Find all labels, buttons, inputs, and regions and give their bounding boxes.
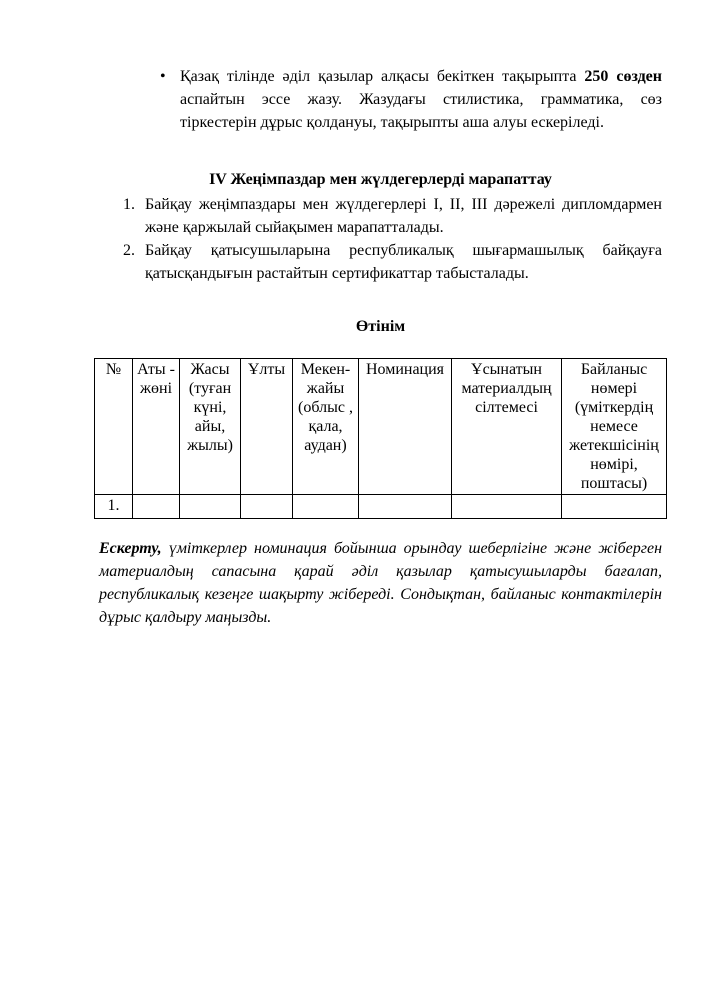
header-cell-address: Мекен-жайы (облыс , қала, аудан) — [293, 359, 359, 495]
table-header-row — [95, 359, 667, 495]
header-cell-nomination: Номинация — [359, 359, 452, 495]
header-cell-name: Аты - жөні — [133, 359, 180, 495]
note-text: үміткерлер номинация бойынша орындау шеберлігіне және жіберген материалдың сапасына қарай әділ қазылар қатысушыларды бағалап, республикалық кезеңге шақырту жібереді. Сондықтан, байланыс контактілерін дұрыс қалдыру маңызды. — [99, 540, 662, 626]
application-table — [94, 358, 667, 519]
data-cell-contact — [562, 495, 667, 519]
data-cell-address — [293, 495, 359, 519]
data-cell-nationality — [241, 495, 293, 519]
header-cell-age: Жасы (туған күні, айы, жылы) — [180, 359, 241, 495]
form-heading: Өтінім — [355, 318, 406, 335]
header-cell-material-link: Ұсынатын материалдың сілтемесі — [452, 359, 562, 495]
data-cell-age — [180, 495, 241, 519]
document-content — [99, 65, 662, 629]
data-cell-nomination — [359, 495, 452, 519]
header-cell-nationality: Ұлты — [241, 359, 293, 495]
note-lead: Ескерту, — [99, 540, 162, 557]
section-heading: IV Жеңімпаздар мен жүлдегерлерді марапаттау — [209, 171, 552, 188]
numbered-list — [99, 193, 662, 285]
bullet-item-text — [180, 65, 662, 134]
bullet-text-before-bold: Қазақ тілінде әділ қазылар алқасы бекіткен тақырыпта — [180, 68, 585, 85]
header-cell-contact: Байланыс нөмері (үміткердің немесе жетекшісінің нөмірі, поштасы) — [562, 359, 667, 495]
list-item-number: 2. — [123, 242, 135, 259]
list-item-text: Байқау қатысушыларына республикалық шығармашылық байқауға қатысқандығын растайтын сертификаттар табысталады. — [145, 242, 662, 282]
bullet-text-after-bold: аспайтын эссе жазу. Жазудағы стилистика, грамматика, сөз тіркестерін дұрыс қолдануы, тақырыпты аша алуы ескеріледі. — [180, 91, 662, 131]
list-item-number: 1. — [123, 196, 135, 213]
list-item-text: Байқау жеңімпаздары мен жүлдегерлері I, II, III дәрежелі дипломдармен және қаржылай сыйақымен марапатталады. — [145, 196, 662, 236]
header-cell-number: № — [95, 359, 133, 495]
list-item — [123, 239, 662, 285]
data-cell-name — [133, 495, 180, 519]
note-paragraph — [99, 537, 662, 629]
bullet-text-bold: 250 сөзден — [584, 68, 662, 85]
table-row — [95, 495, 667, 519]
data-cell-material-link — [452, 495, 562, 519]
list-item — [123, 193, 662, 239]
bullet-list-item — [160, 65, 662, 134]
data-cell-number: 1. — [95, 495, 133, 519]
bullet-icon: • — [160, 68, 166, 85]
